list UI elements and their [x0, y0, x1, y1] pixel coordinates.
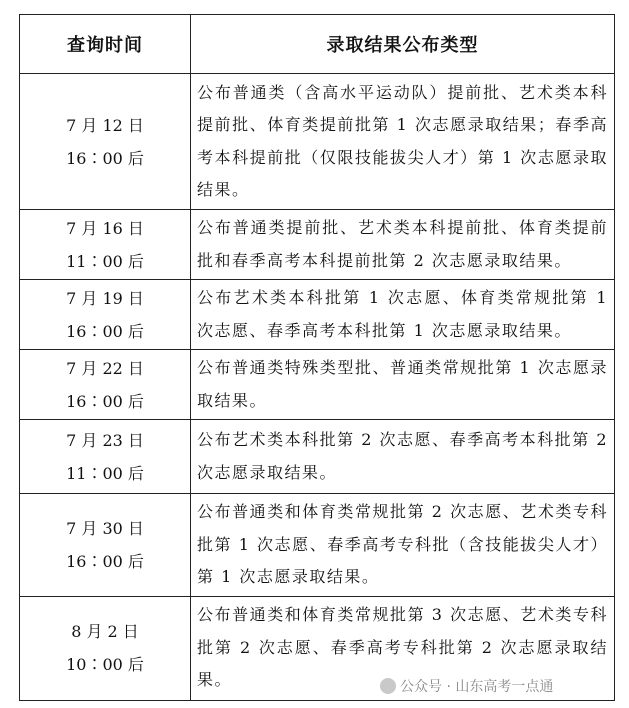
- query-date: 7 月 22 日: [66, 358, 144, 378]
- query-time-cell: [20, 350, 191, 420]
- query-hour: 16∶00 后: [66, 321, 144, 341]
- query-hour: 10∶00 后: [66, 655, 144, 674]
- watermark-text: 公众号 · 山东高考一点通: [400, 679, 554, 695]
- result-type-cell: 公布艺术类本科批第 1 次志愿、体育类常规批第 1 次志愿、春季高考本科批第 1 次志愿录取结果。: [191, 280, 615, 350]
- query-hour: 11∶00 后: [66, 463, 144, 483]
- query-date: 7 月 19 日: [66, 288, 144, 308]
- wechat-watermark: [380, 676, 553, 696]
- table-row: [20, 350, 615, 420]
- admission-schedule-table: [19, 14, 615, 701]
- header-query-time: 查询时间: [20, 15, 191, 74]
- table-row: [20, 210, 615, 280]
- query-hour: 16∶00 后: [66, 391, 144, 411]
- query-time-cell: [20, 420, 191, 494]
- result-type-cell: 公布普通类特殊类型批、普通类常规批第 1 次志愿录取结果。: [191, 350, 615, 420]
- table-row: [20, 74, 615, 210]
- header-result-type: 录取结果公布类型: [191, 15, 615, 74]
- query-date: 7 月 30 日: [66, 518, 144, 538]
- query-time-cell: [20, 280, 191, 350]
- query-time-cell: [20, 210, 191, 280]
- table-header-row: [20, 15, 615, 74]
- table-row: [20, 280, 615, 350]
- query-date: 7 月 23 日: [66, 430, 144, 450]
- query-time-cell: [20, 74, 191, 210]
- query-hour: 16∶00 后: [66, 551, 144, 571]
- query-date: 7 月 16 日: [66, 218, 144, 238]
- query-date: 8 月 2 日: [71, 622, 139, 641]
- query-hour: 11∶00 后: [66, 251, 144, 271]
- result-type-cell: 公布普通类提前批、艺术类本科提前批、体育类提前批和春季高考本科提前批第 2 次志愿录取结果。: [191, 210, 615, 280]
- query-time-cell: [20, 494, 191, 597]
- result-type-cell: 公布普通类和体育类常规批第 3 次志愿、艺术类专科批第 2 次志愿、春季高考专科批第 2 次志愿录取结果。: [191, 596, 615, 700]
- result-type-cell: 公布普通类（含高水平运动队）提前批、艺术类本科提前批、体育类提前批第 1 次志愿录取结果；春季高考本科提前批（仅限技能拔尖人才）第 1 次志愿录取结果。: [191, 74, 615, 210]
- query-time-cell: [20, 596, 191, 700]
- table-row: [20, 420, 615, 494]
- result-type-cell: 公布普通类和体育类常规批第 2 次志愿、艺术类专科批第 1 次志愿、春季高考专科批（含技能拔尖人才）第 1 次志愿录取结果。: [191, 494, 615, 597]
- table-row: [20, 494, 615, 597]
- query-date: 7 月 12 日: [66, 115, 144, 135]
- wechat-icon: [380, 678, 396, 694]
- query-hour: 16∶00 后: [66, 148, 144, 168]
- result-type-cell: 公布艺术类本科批第 2 次志愿、春季高考本科批第 2 次志愿录取结果。: [191, 420, 615, 494]
